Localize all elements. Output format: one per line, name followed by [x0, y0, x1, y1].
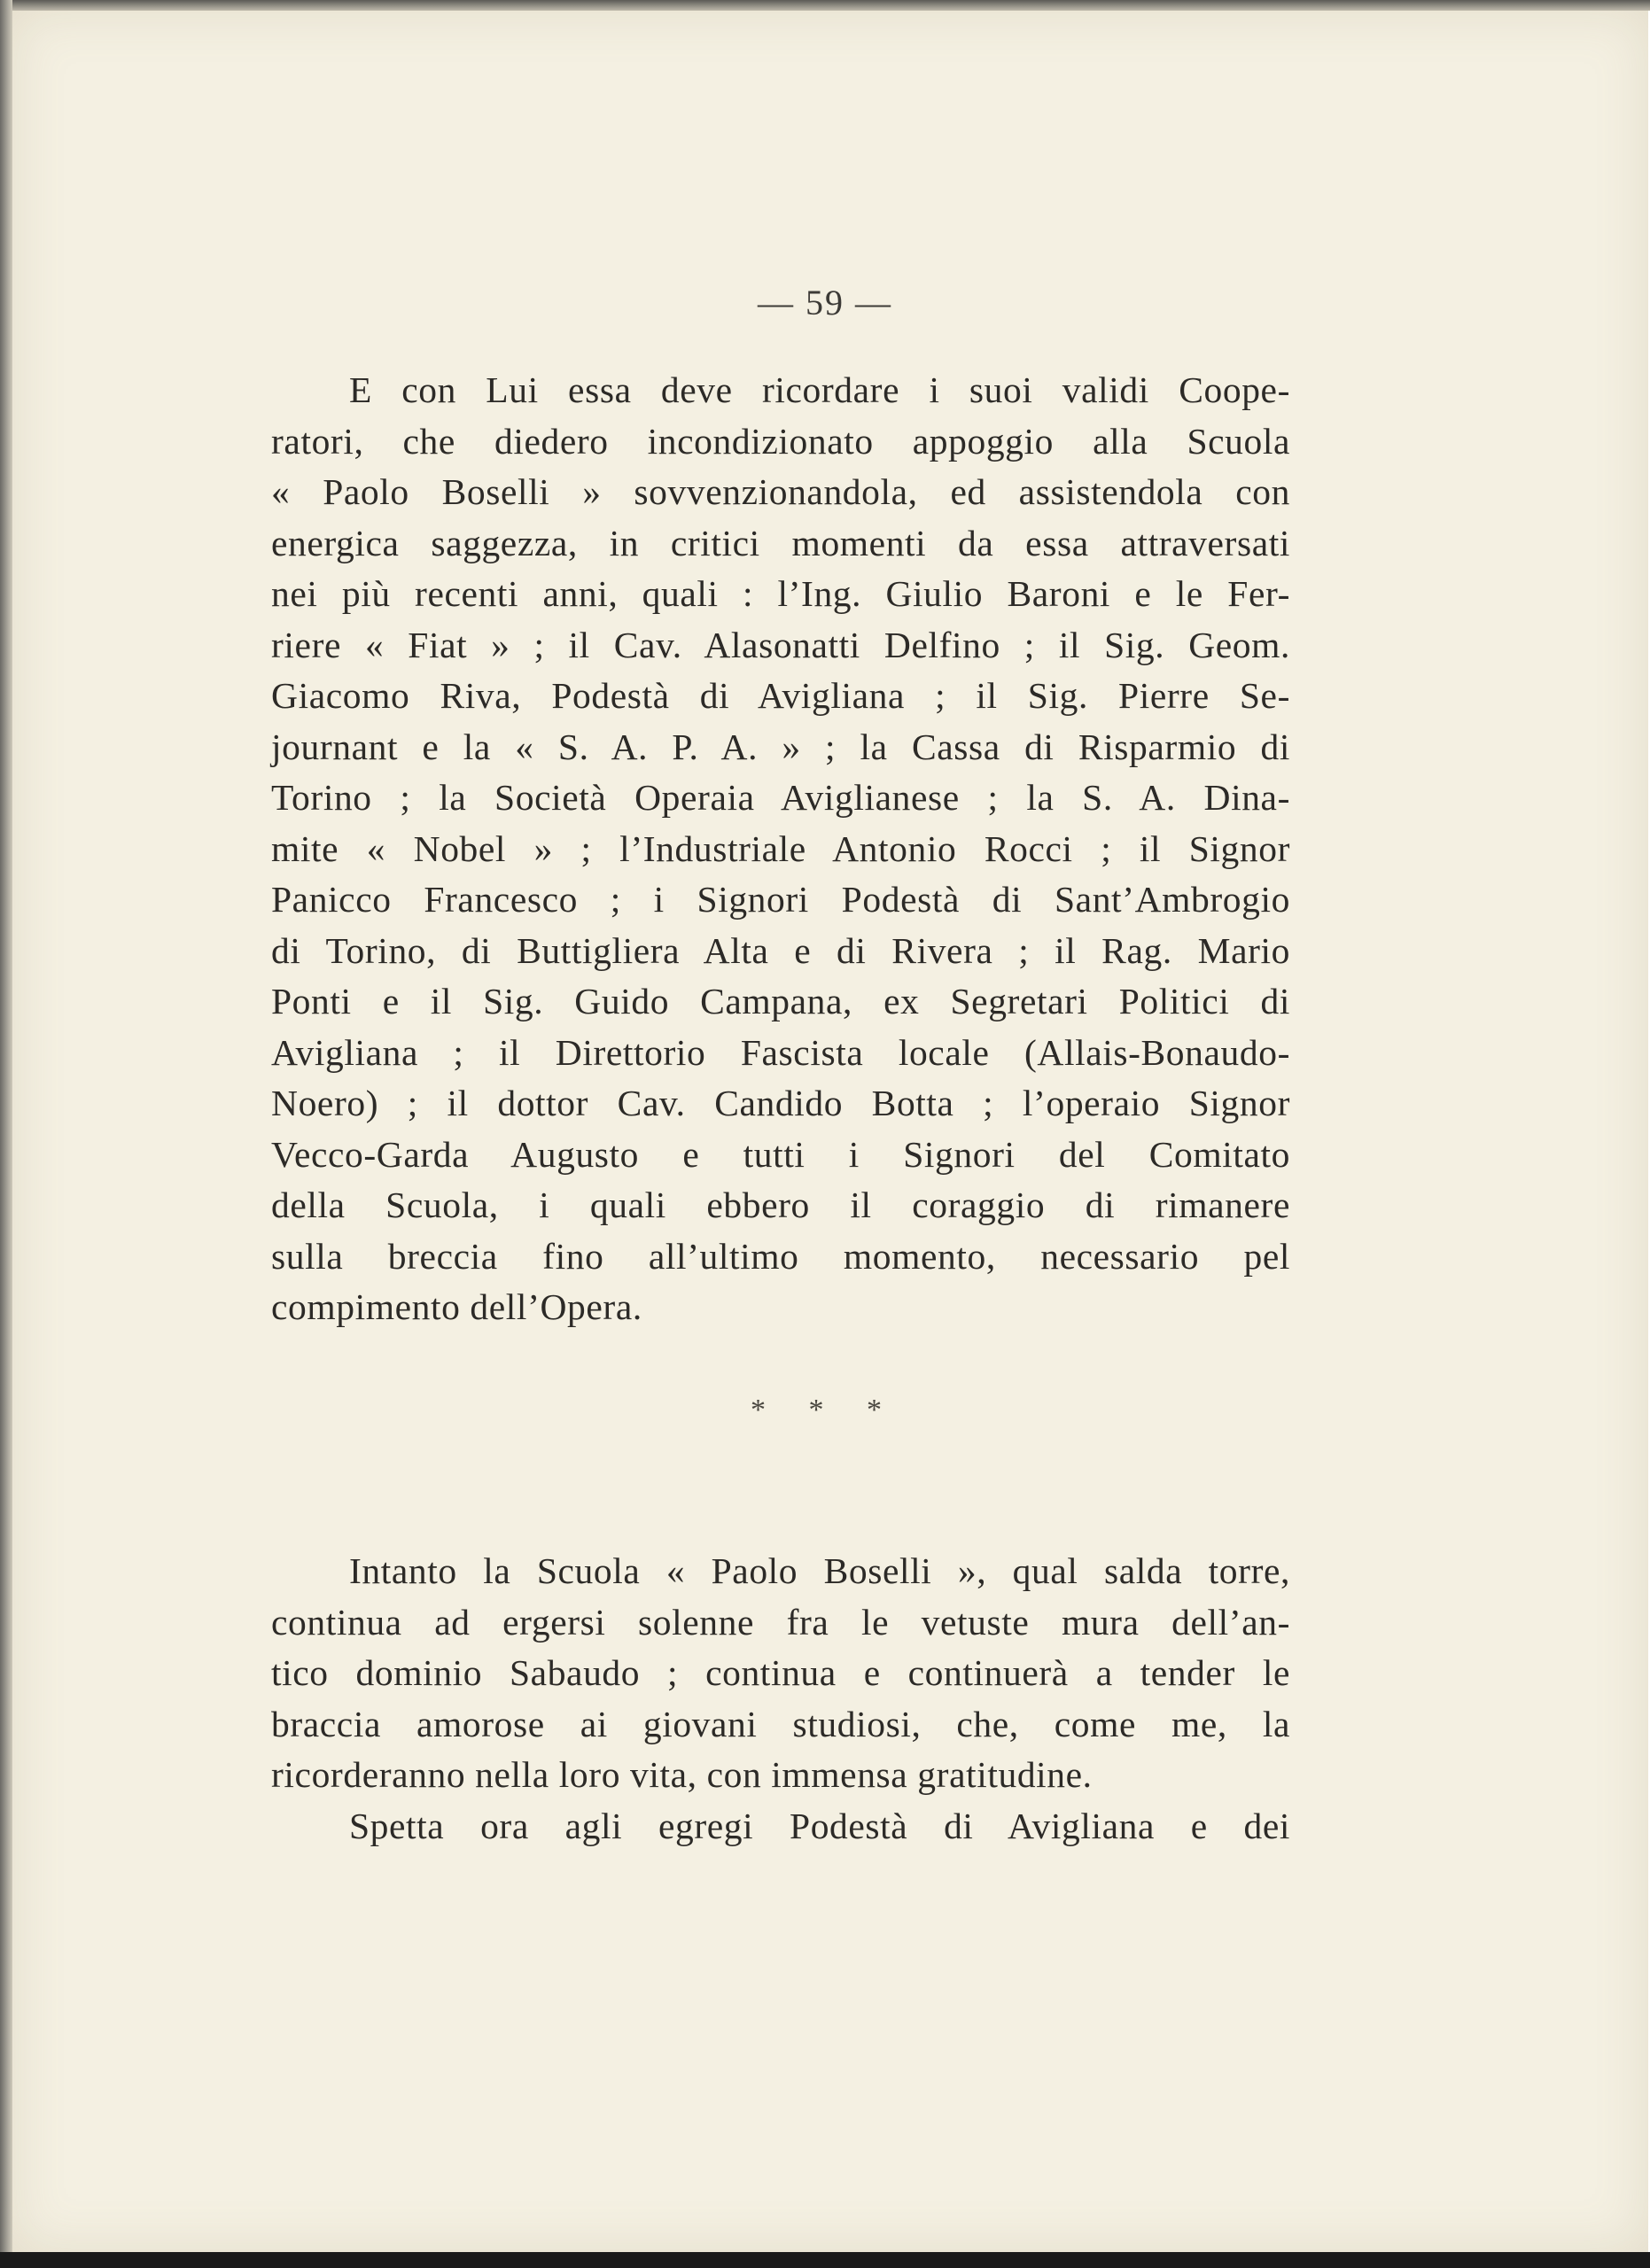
scan-edge-top [0, 0, 1650, 11]
text-line: Intanto la Scuola « Paolo Boselli », qual salda torre, [349, 1550, 1290, 1591]
text-line: « Paolo Boselli » sovvenzionandola, ed assistendola con [271, 471, 1290, 512]
text-line: braccia amorose ai giovani studiosi, che, come me, la [271, 1703, 1290, 1744]
text-line: Noero) ; il dottor Cav. Candido Botta ; l’operaio Signor [271, 1083, 1290, 1123]
text-line: energica saggezza, in critici momenti da essa attraversati [271, 522, 1290, 563]
text-line: compimento dell’Opera. [271, 1286, 642, 1327]
text-line: Ponti e il Sig. Guido Campana, ex Segretari Politici di [271, 981, 1290, 1021]
text-line: tico dominio Sabaudo ; continua e continuerà a tender le [271, 1652, 1290, 1693]
text-line: di Torino, di Buttigliera Alta e di Rivera ; il Rag. Mario [271, 929, 1290, 971]
section-separator: * * * [751, 1394, 899, 1426]
text-line: Torino ; la Società Operaia Aviglianese ; la S. A. Dina- [271, 777, 1290, 818]
text-line: mite « Nobel » ; l’Industriale Antonio Rocci ; il Signor [271, 827, 1290, 869]
text-line: ricorderanno nella loro vita, con immensa gratitudine. [271, 1754, 1093, 1795]
text-line: della Scuola, i quali ebbero il coraggio di rimanere [271, 1184, 1290, 1225]
text-line: Panicco Francesco ; i Signori Podestà di Sant’Ambrogio [271, 879, 1290, 920]
page-number: — 59 — [758, 283, 892, 322]
text-line: Avigliana ; il Direttorio Fascista locale (Allais-Bonaudo- [271, 1031, 1290, 1073]
text-line: journant e la « S. A. P. A. » ; la Cassa di Risparmio di [271, 726, 1290, 767]
text-line: Giacomo Riva, Podestà di Avigliana ; il Sig. Pierre Se- [271, 675, 1290, 716]
text-line: sulla breccia fino all’ultimo momento, necessario pel [271, 1235, 1290, 1277]
paragraph-acknowledgements [271, 365, 1290, 1333]
paragraph-school [271, 1546, 1290, 1852]
text-line: riere « Fiat » ; il Cav. Alasonatti Delfino ; il Sig. Geom. [271, 624, 1290, 665]
scan-edge-bottom [0, 2252, 1650, 2268]
text-line: ratori, che diedero incondizionato appoggio alla Scuola [271, 420, 1290, 462]
text-line: Vecco-Garda Augusto e tutti i Signori del Comitato [271, 1133, 1290, 1175]
text-line: continua ad ergersi solenne fra le vetuste mura dell’an- [271, 1601, 1290, 1643]
text-line: nei più recenti anni, quali : l’Ing. Giulio Baroni e le Fer- [271, 573, 1290, 614]
text-line: Spetta ora agli egregi Podestà di Avigliana e dei [349, 1805, 1290, 1846]
text-line: E con Lui essa deve ricordare i suoi validi Coope- [349, 369, 1290, 410]
scan-edge-left [0, 0, 12, 2268]
